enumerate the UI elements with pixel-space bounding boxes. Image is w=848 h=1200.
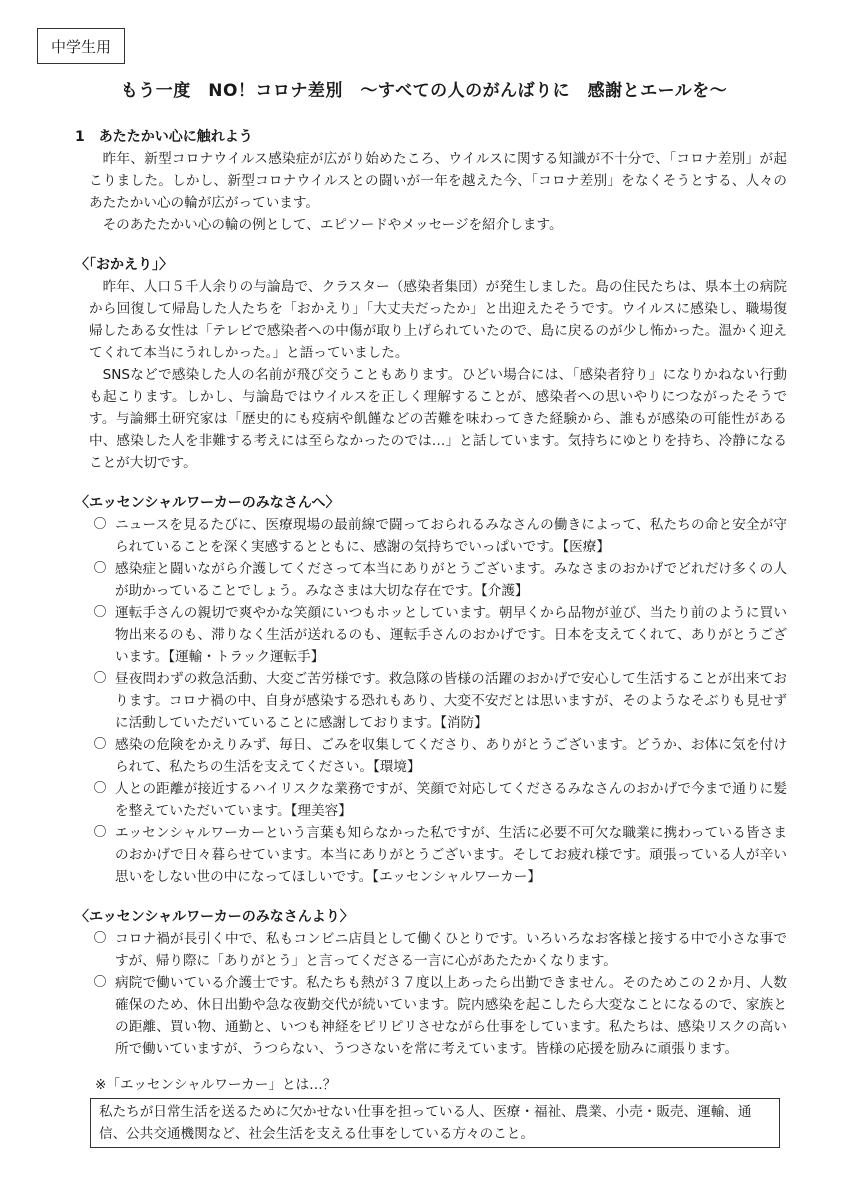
definition-title: ※「エッセンシャルワーカー」とは…？ xyxy=(95,1077,337,1093)
messages-to-workers-list xyxy=(75,514,787,888)
circle-bullet-icon: 〇 xyxy=(93,605,107,620)
paragraph: そのあたたかい心の輪の例として、エピソードやメッセージを紹介します。 xyxy=(102,217,563,233)
messages-from-workers-list xyxy=(75,928,787,1060)
definition-box: 私たちが日常生活を送るために欠かせない仕事を担っている人、医療・福祉、農業、小売・販売、運輸、通信、公共交通機関など、社会生活を支える仕事をしている方々のこと。 xyxy=(90,1098,780,1148)
episode-heading: 〈「おかえり」〉 xyxy=(75,257,173,273)
paragraph: 昨年、人口５千人余りの与論島で、クラスター（感染者集団）が発生しました。島の住民たちは、県本土の病院から回復して帰島した人たちを「おかえり」「大丈夫だったか」と出迎えたそうです。ウイルスに感染し、職場復帰したある女性は「テレビで感染者への中傷が取り上げられていたので、島に戻るのが少し怖かった。温かく迎えてくれて本当にうれしかった。」と語っていました。 xyxy=(89,279,787,361)
grade-label: 中学生用 xyxy=(37,28,125,64)
document-body xyxy=(75,126,787,1148)
list-item xyxy=(75,558,787,602)
document-title: もう一度 NO！コロナ差別 ～すべての人のがんばりに 感謝とエールを～ xyxy=(120,81,728,101)
circle-bullet-icon: 〇 xyxy=(93,737,107,752)
circle-bullet-icon: 〇 xyxy=(93,561,107,576)
circle-bullet-icon: 〇 xyxy=(93,931,107,946)
circle-bullet-icon: 〇 xyxy=(93,671,107,686)
message-text: エッセンシャルワーカーという言葉も知らなかった私ですが、生活に必要不可欠な職業に携わっている皆さまのおかげで日々暮らせています。本当にありがとうございます。そしてお疲れ様です。頑張っている人が辛い思いをしない世の中になってほしいです。【エッセンシャルワーカー】 xyxy=(115,825,787,885)
message-text: 運転手さんの親切で爽やかな笑顔にいつもホッとしています。朝早くから品物が並び、当たり前のように買い物出来るのも、滞りなく生活が送れるのも、運転手さんのおかげです。日本を支えてくれて、ありがとうございます。【運輸・トラック運転手】 xyxy=(115,605,787,665)
circle-bullet-icon: 〇 xyxy=(93,825,107,840)
messages-from-workers-heading: 〈エッセンシャルワーカーのみなさんより〉 xyxy=(75,909,354,925)
list-item xyxy=(75,668,787,734)
list-item xyxy=(75,778,787,822)
list-item xyxy=(75,822,787,888)
message-text: ニュースを見るたびに、医療現場の最前線で闘っておられるみなさんの働きによって、私たちの命と安全が守られていることを深く実感するとともに、感謝の気持ちでいっぱいです。【医療】 xyxy=(115,517,787,555)
list-item xyxy=(75,514,787,558)
paragraph: SNSなどで感染した人の名前が飛び交うこともあります。ひどい場合には、「感染者狩り」になりかねない行動も起こります。しかし、与論島ではウイルスを正しく理解することが、感染者への思いやりにつながったそうです。与論郷土研究家は「歴史的にも疫病や飢饉などの苦難を味わってきた経験から、誰もが感染の可能性がある中、感染した人を非難する考えには至らなかったのでは…」と話しています。気持ちにゆとりを持ち、冷静になることが大切です。 xyxy=(89,367,787,471)
messages-to-workers-heading: 〈エッセンシャルワーカーのみなさんへ〉 xyxy=(75,495,340,511)
paragraph: 昨年、新型コロナウイルス感染症が広がり始めたころ、ウイルスに関する知識が不十分で、「コロナ差別」が起こりました。しかし、新型コロナウイルスとの闘いが一年を越えた今、「コロナ差別」をなくそうとする、人々のあたたかい心の輪が広がっています。 xyxy=(89,151,787,211)
section-heading: 1 あたたかい心に触れよう xyxy=(75,129,253,145)
circle-bullet-icon: 〇 xyxy=(93,781,107,796)
list-item xyxy=(75,734,787,778)
circle-bullet-icon: 〇 xyxy=(93,517,107,532)
message-text: 人との距離が接近するハイリスクな業務ですが、笑顔で対応してくださるみなさんのおかげで今まで通りに髪を整えていただいています。【理美容】 xyxy=(115,781,787,819)
message-text: 昼夜問わずの救急活動、大変ご苦労様です。救急隊の皆様の活躍のおかげで安心して生活することが出来ております。コロナ禍の中、自身が感染する恐れもあり、大変不安だとは思いますが、そのようなそぶりも見せずに活動していただいていることに感謝しております。【消防】 xyxy=(115,671,787,731)
circle-bullet-icon: 〇 xyxy=(93,975,107,990)
message-text: 病院で働いている介護士です。私たちも熱が３７度以上あったら出勤できません。そのためこの２か月、人数確保のため、休日出勤や急な夜勤交代が続いています。院内感染を起こしたら大変なことになるので、家族との距離、買い物、通勤と、いつも神経をピリピリさせながら仕事をしています。私たちは、感染リスクの高い所で働いていますが、うつらない、うつさないを常に考えています。皆様の応援を励みに頑張ります。 xyxy=(115,975,787,1057)
message-text: コロナ禍が長引く中で、私もコンビニ店員として働くひとりです。いろいろなお客様と接する中で小さな事ですが、帰り際に「ありがとう」と言ってくださる一言に心があたたかくなります。 xyxy=(115,931,787,969)
message-text: 感染症と闘いながら介護してくださって本当にありがとうございます。みなさまのおかげでどれだけ多くの人が助かっていることでしょう。みなさまは大切な存在です。【介護】 xyxy=(115,561,787,599)
list-item xyxy=(75,928,787,972)
list-item xyxy=(75,972,787,1060)
list-item xyxy=(75,602,787,668)
message-text: 感染の危険をかえりみず、毎日、ごみを収集してくださり、ありがとうございます。どうか、お体に気を付けられて、私たちの生活を支えてください。【環境】 xyxy=(115,737,787,775)
